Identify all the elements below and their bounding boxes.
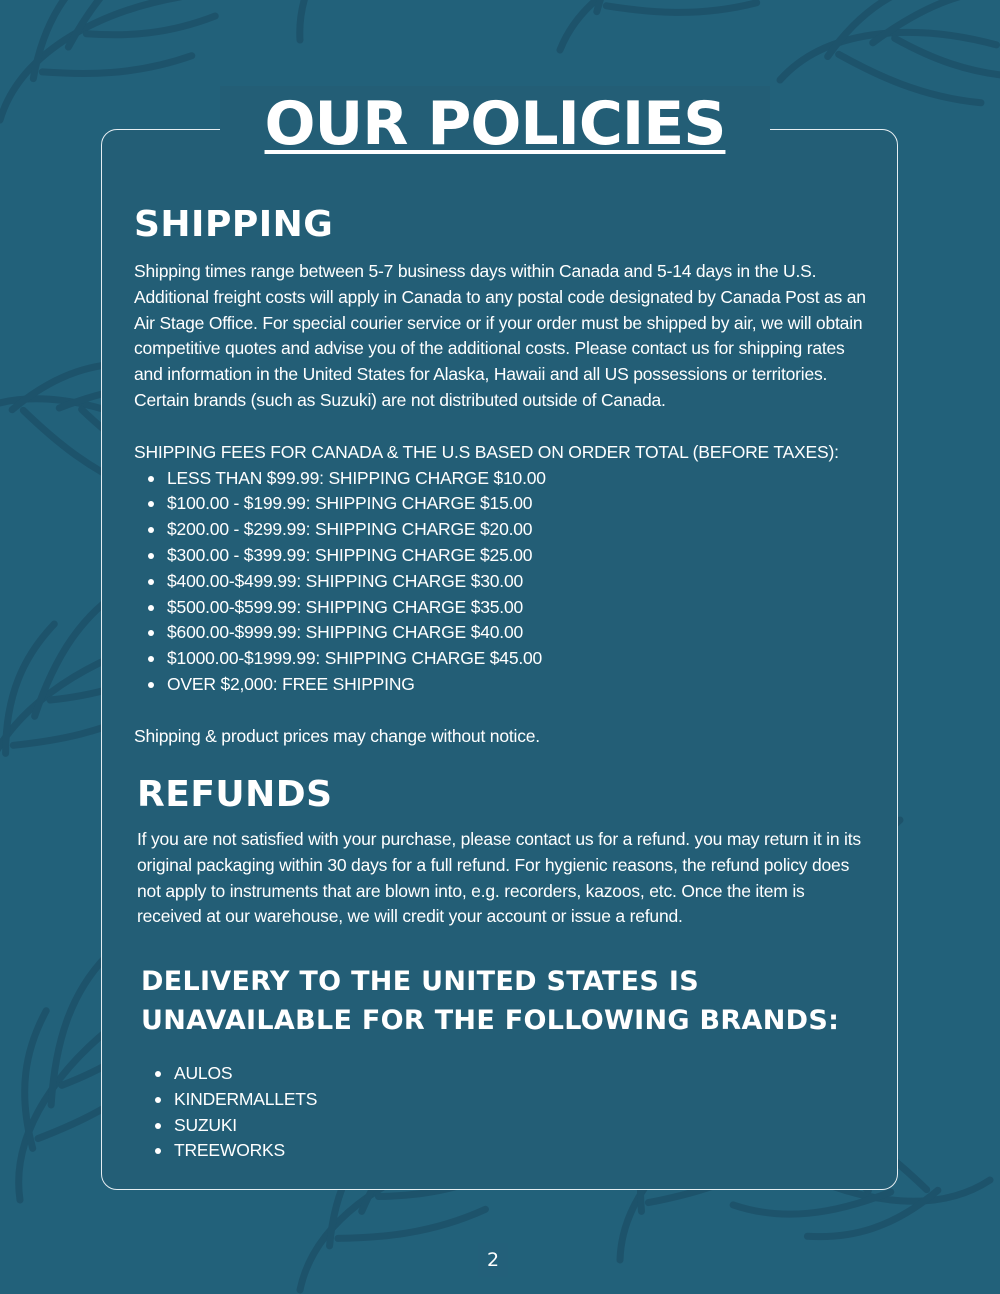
list-item: $100.00 - $199.99: SHIPPING CHARGE $15.00 — [167, 491, 874, 517]
list-item: AULOS — [174, 1061, 881, 1087]
delivery-heading-line1: DELIVERY TO THE UNITED STATES IS — [141, 966, 699, 997]
delivery-heading-line2: UNAVAILABLE FOR THE FOLLOWING BRANDS: — [141, 1005, 840, 1036]
shipping-note: Shipping & product prices may change without notice. — [134, 725, 540, 746]
list-item: KINDERMALLETS — [174, 1087, 881, 1113]
shipping-fees-heading: SHIPPING FEES FOR CANADA & THE U.S BASED ON ORDER TOTAL (BEFORE TAXES): — [134, 441, 839, 462]
list-item: LESS THAN $99.99: SHIPPING CHARGE $10.00 — [167, 466, 874, 492]
list-item: $300.00 - $399.99: SHIPPING CHARGE $25.00 — [167, 543, 874, 569]
brand-list — [141, 1061, 881, 1164]
page-number: 2 — [478, 1243, 508, 1277]
refunds-text: If you are not satisfied with your purchase, please contact us for a refund. you may return it in its original packaging within 30 days for a full refund. For hygienic reasons, the refund policy does not apply to instruments that are blown into, e.g. recorders, kazoos, etc. Once the item is received at our warehouse, we will credit your account or issue a refund. — [137, 829, 861, 927]
list-item: $400.00-$499.99: SHIPPING CHARGE $30.00 — [167, 569, 874, 595]
shipping-heading: SHIPPING — [134, 204, 334, 245]
refunds-heading: REFUNDS — [137, 774, 333, 815]
shipping-intro: Shipping times range between 5-7 business days within Canada and 5-14 days in the U.S. Additional freight costs will apply in Canada to any postal code designated by Canada Post as an Air Stage Office. For special courier service or if your order must be shipped by air, we will obtain competitive quotes and advise you of the additional costs. Please contact us for shipping rates and information in the United States for Alaska, Hawaii and all US possessions or territories. Certain brands (such as Suzuki) are not distributed outside of Canada. — [134, 261, 866, 410]
list-item: $1000.00-$1999.99: SHIPPING CHARGE $45.00 — [167, 646, 874, 672]
delivery-section — [141, 962, 881, 1164]
list-item: $600.00-$999.99: SHIPPING CHARGE $40.00 — [167, 620, 874, 646]
list-item: OVER $2,000: FREE SHIPPING — [167, 672, 874, 698]
shipping-section — [134, 203, 874, 750]
shipping-fees-list — [134, 466, 874, 698]
list-item: $500.00-$599.99: SHIPPING CHARGE $35.00 — [167, 595, 874, 621]
page-title: OUR POLICIES — [264, 89, 726, 159]
list-item: $200.00 - $299.99: SHIPPING CHARGE $20.00 — [167, 517, 874, 543]
title-container — [220, 86, 770, 166]
refunds-section — [137, 773, 867, 930]
list-item: TREEWORKS — [174, 1138, 881, 1164]
list-item: SUZUKI — [174, 1113, 881, 1139]
